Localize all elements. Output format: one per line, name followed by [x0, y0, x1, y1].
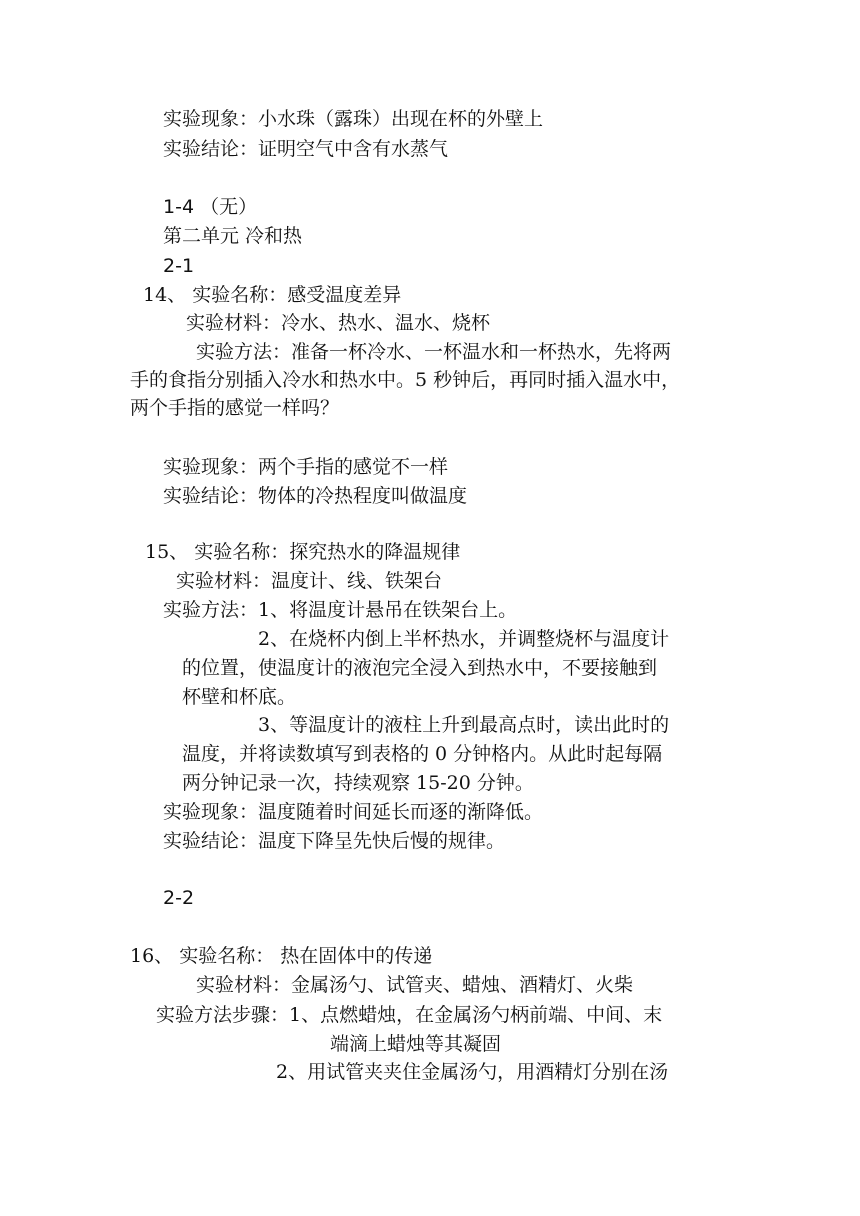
exp16-method-step1-line2: 端滴上蜡烛等其凝固: [330, 1033, 502, 1055]
exp14-method-line3: 两个手指的感觉一样吗？: [130, 397, 340, 419]
exp13-phenomenon: 实验现象：小水珠（露珠）出现在杯的外壁上: [163, 108, 544, 130]
exp14-materials: 实验材料：冷水、热水、温水、烧杯: [186, 312, 491, 334]
exp15-method-step3-line3: 两分钟记录一次，持续观察 15-20 分钟。: [182, 772, 534, 794]
exp16-name: 16、 实验名称： 热在固体中的传递: [130, 945, 433, 967]
exp13-conclusion: 实验结论：证明空气中含有水蒸气: [163, 138, 449, 160]
exp14-phenomenon: 实验现象：两个手指的感觉不一样: [163, 456, 449, 478]
exp15-method-step2-line2: 的位置，使温度计的液泡完全浸入到热水中，不要接触到: [182, 657, 658, 679]
exp15-method-step1: 实验方法：1、将温度计悬吊在铁架台上。: [163, 599, 518, 621]
exp15-method-step2-line3: 杯壁和杯底。: [182, 686, 297, 708]
exp15-materials: 实验材料：温度计、线、铁架台: [176, 570, 443, 592]
exp16-method-step2-line1: 2、用试管夹夹住金属汤勺，用酒精灯分别在汤: [276, 1061, 669, 1083]
exp15-name: 15、 实验名称：探究热水的降温规律: [145, 541, 461, 563]
exp14-name: 14、 实验名称：感受温度差异: [143, 284, 402, 306]
exp16-method-step1-line1: 实验方法步骤：1、点燃蜡烛，在金属汤勺柄前端、中间、末: [156, 1004, 663, 1026]
exp15-phenomenon: 实验现象：温度随着时间延长而逐的渐降低。: [163, 801, 544, 823]
unit-2-title: 第二单元 冷和热: [163, 225, 303, 247]
section-2-2: 2-2: [163, 887, 195, 909]
exp14-method-line2: 手的食指分别插入冷水和热水中。5 秒钟后，再同时插入温水中，: [130, 369, 681, 391]
exp15-method-step3-line2: 温度，并将读数填写到表格的 0 分钟格内。从此时起每隔: [182, 743, 663, 765]
exp15-method-step2-line1: 2、在烧杯内倒上半杯热水，并调整烧杯与温度计: [258, 628, 670, 650]
exp14-method-line1: 实验方法：准备一杯冷水、一杯温水和一杯热水，先将两: [196, 341, 672, 363]
exp14-conclusion: 实验结论：物体的冷热程度叫做温度: [163, 485, 468, 507]
exp15-conclusion: 实验结论：温度下降呈先快后慢的规律。: [163, 830, 506, 852]
exp16-materials: 实验材料：金属汤勺、试管夹、蜡烛、酒精灯、火柴: [196, 974, 634, 996]
section-1-4: 1-4 （无）: [163, 196, 258, 218]
section-2-1: 2-1: [163, 255, 195, 277]
exp15-method-step3-line1: 3、等温度计的液柱上升到最高点时，读出此时的: [258, 714, 670, 736]
